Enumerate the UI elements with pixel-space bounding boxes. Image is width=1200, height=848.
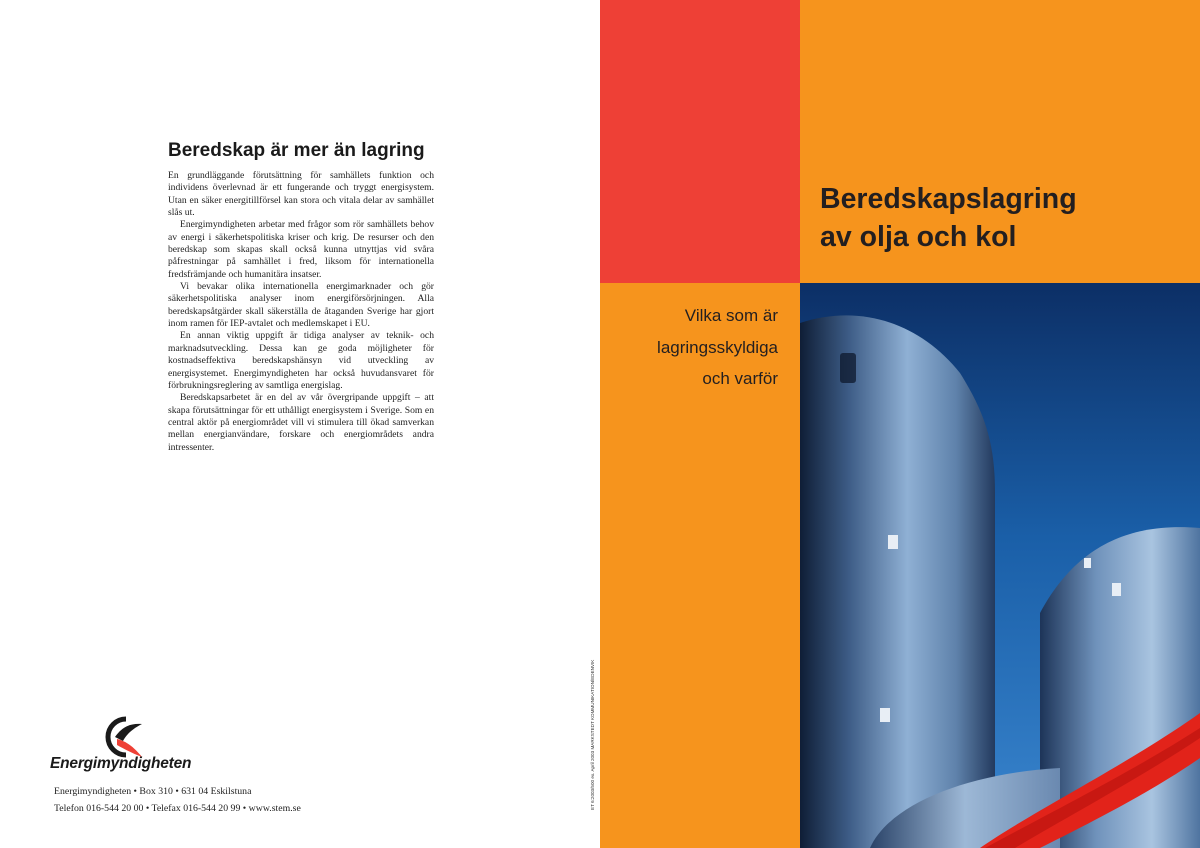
front-cover: [600, 0, 1200, 848]
body-paragraph: Vi bevakar olika internationella energimarknader och gör säkerhetspolitiska analyser inom energiförsörjningen. Alla beredskapsåtgärder skall säkerställa de åtaganden Sverige har gjort inom ramen för IEP-avtalet och medlemskapet i EU.: [168, 281, 434, 330]
body-paragraph: Beredskapsarbetet är en del av vår övergripande uppgift – att skapa förutsättningar för ett uthålligt energisystem i Sverige. Som en central aktör på energiområdet vill vi stimulera till ökad samverkan mellan energianvändare, forskare och energiområdets andra intressenter.: [168, 392, 434, 453]
energimyndigheten-logo: [50, 715, 250, 775]
cover-subtitle: [600, 300, 778, 395]
subtitle-line: lagringsskyldiga: [657, 337, 778, 357]
contact-address: [54, 783, 301, 817]
body-paragraph: En annan viktig uppgift är tidiga analyser av teknik- och marknadsutveckling. Dessa kan ge goda möjligheter för kostnadseffektiva beredskapshänsyn vid utveckling av energisystemet. Energimyndigheten har också huvudansvaret för förbrukningsreglering av samtliga energislag.: [168, 330, 434, 391]
cover-title: [820, 180, 1180, 256]
phone-line: Telefon 016-544 20 00 • Telefax 016-544 20 99 • www.stem.se: [54, 803, 301, 814]
subtitle-line: och varför: [702, 369, 778, 388]
back-heading: Beredskap är mer än lagring: [168, 140, 425, 161]
oil-storage-tanks-photo: [800, 283, 1200, 848]
back-body-text: [168, 170, 434, 454]
title-line: av olja och kol: [820, 221, 1017, 253]
body-paragraph: Energimyndigheten arbetar med frågor som rör samhällets behov av energi i säkerhetspolitiska kriser och krig. De resurser och den beredskap som skapas skall också kunna utnyttjas vid svåra påfrestningar på samhället i fred, liksom för internationella fredsfrämjande och humanitära insatser.: [168, 219, 434, 280]
title-line: Beredskapslagring: [820, 183, 1077, 215]
subtitle-line: Vilka som är: [684, 306, 778, 325]
address-line: Energimyndigheten • Box 310 • 631 04 Eskilstuna: [54, 786, 252, 797]
body-paragraph: En grundläggande förutsättning för samhällets funktion och individens överlevnad är ett fungerande och tryggt energisystem. Utan en säker energitillförsel kan stora och vitala delar av samhället slås ut.: [168, 170, 434, 219]
red-color-block: [600, 0, 800, 283]
print-imprint: ET 6:2003/500 ex. April 2003 MARKSTEDT KOMMUNIKATION/EDENVIK: [590, 659, 595, 810]
energimyndigheten-logo-icon: [96, 715, 144, 759]
logo-wordmark: Energimyndigheten: [50, 755, 192, 772]
